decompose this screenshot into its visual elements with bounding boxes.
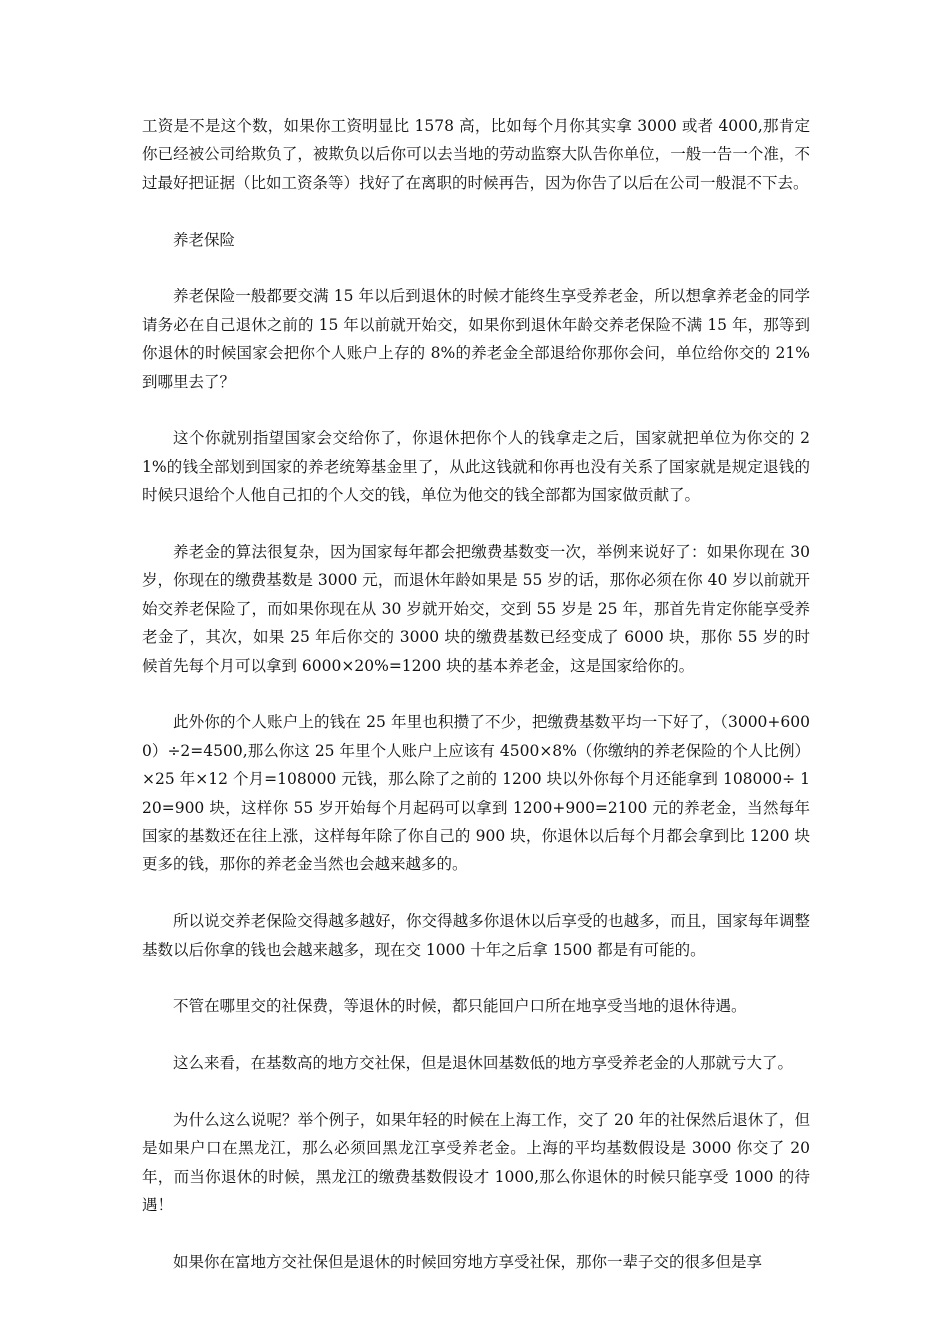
paragraph-pension-15-years: 养老保险一般都要交满 15 年以后到退休的时候才能终生享受养老金，所以想拿养老金的同学请务必在自己退休之前的 15 年以前就开始交，如果你到退休年龄交养老保险不满 15 年，那等到你退休的时候国家会把你个人账户上存的 8%的养老金全部退给你那你会问，单位给你交的 21%到哪里去了？ bbox=[142, 287, 810, 391]
document-body bbox=[142, 112, 810, 1305]
paragraph-high-base-loss: 这么来看，在基数高的地方交社保，但是退休回基数低的地方享受养老金的人那就亏大了。 bbox=[173, 1054, 794, 1073]
paragraph-pay-more: 所以说交养老保险交得越多越好，你交得越多你退休以后享受的也越多，而且，国家每年调整基数以后你拿的钱也会越来越多，现在交 1000 十年之后拿 1500 都是有可能的。 bbox=[142, 912, 810, 959]
paragraph-wage-complaint: 工资是不是这个数，如果你工资明显比 1578 高，比如每个月你其实拿 3000 或者 4000,那肯定你已经被公司给欺负了，被欺负以后你可以去当地的劳动监察大队告你单位，一般一告一个准，不过最好把证据（比如工资条等）找好了在离职的时候再告，因为你告了以后在公司一般混不下去。 bbox=[142, 117, 810, 192]
paragraph-employer-contribution: 这个你就别指望国家会交给你了，你退休把你个人的钱拿走之后，国家就把单位为你交的 21%的钱全部划到国家的养老统筹基金里了，从此这钱就和你再也没有关系了国家就是规定退钱的时候只退给个人他自己扣的个人交的钱，单位为他交的钱全部都为国家做贡献了。 bbox=[142, 429, 810, 505]
paragraph-personal-account: 此外你的个人账户上的钱在 25 年里也积攒了不少，把缴费基数平均一下好了，（3000+6000）÷2=4500,那么你这 25 年里个人账户上应该有 4500×8%（你缴纳的养老保险的个人比例）×25 年×12 个月=108000 元钱，那么除了之前的 1200 块以外你每个月还能拿到 108000÷ 120=900 块，这样你 55 岁开始每个月起码可以拿到 1200+900=2100 元的养老金，当然每年国家的基数还在往上涨，这样每年除了你自己的 900 块，你退休以后每个月都会拿到比 1200 块更多的钱，那你的养老金当然也会越来越多的。 bbox=[142, 713, 810, 874]
paragraph-shanghai-example: 为什么这么说呢？举个例子，如果年轻的时候在上海工作，交了 20 年的社保然后退休了，但是如果户口在黑龙江，那么必须回黑龙江享受养老金。上海的平均基数假设是 3000 你交了 20 年，而当你退休的时候，黑龙江的缴费基数假设才 1000,那么你退休的时候只能享受 1000 的待遇！ bbox=[142, 1111, 810, 1215]
paragraph-rich-vs-poor: 如果你在富地方交社保但是退休的时候回穷地方享受社保，那你一辈子交的很多但是享 bbox=[173, 1253, 763, 1272]
paragraph-hukou-rule: 不管在哪里交的社保费，等退休的时候，都只能回户口所在地享受当地的退休待遇。 bbox=[173, 997, 747, 1016]
paragraph-pension-calculation: 养老金的算法很复杂，因为国家每年都会把缴费基数变一次，举例来说好了：如果你现在 30 岁，你现在的缴费基数是 3000 元，而退休年龄如果是 55 岁的话，那你必须在你 40 岁以前就开始交养老保险了，而如果你现在从 30 岁就开始交，交到 55 岁是 25 年，那首先肯定你能享受养老金了，其次，如果 25 年后你交的 3000 块的缴费基数已经变成了 6000 块，那你 55 岁的时候首先每个月可以拿到 6000×20%=1200 块的基本养老金，这是国家给你的。 bbox=[142, 543, 810, 675]
section-heading-pension-insurance: 养老保险 bbox=[173, 230, 236, 249]
